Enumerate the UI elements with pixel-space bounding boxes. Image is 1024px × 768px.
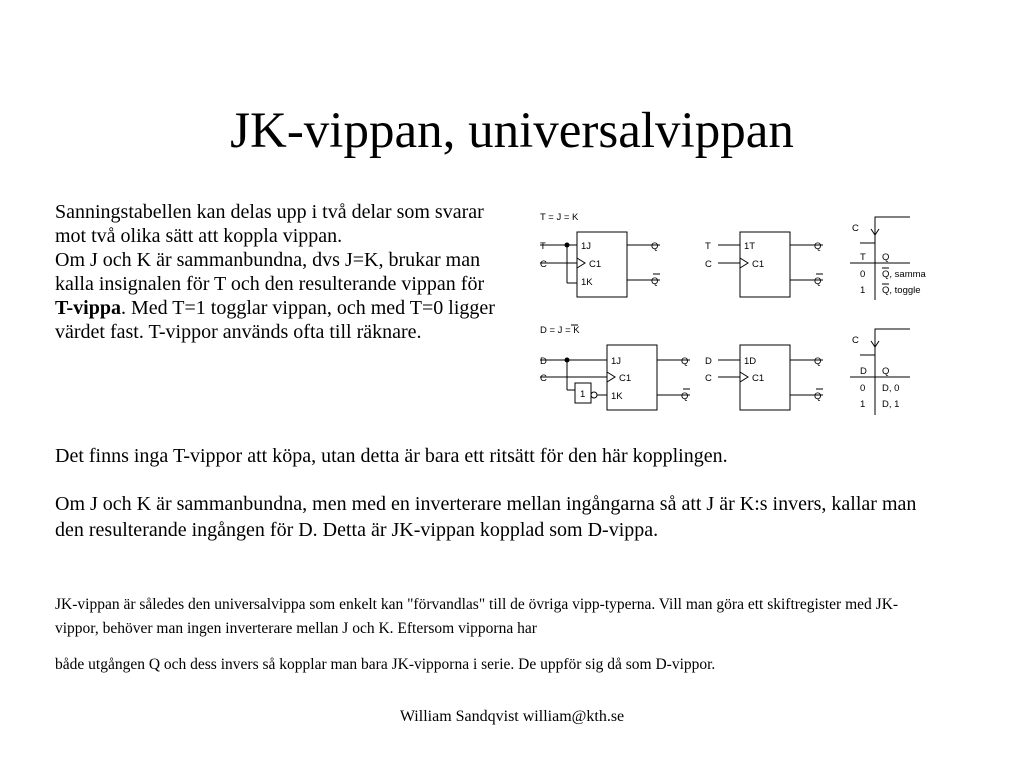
- intro-part2-post: . Med T=1 togglar vippan, och med T=0 ligger värdet fast. T-vippor används ofta till räknare.: [55, 297, 495, 343]
- output-qbar: Q: [814, 276, 822, 287]
- pin-c1: C1: [752, 373, 765, 384]
- tt-q-head: Q: [882, 252, 890, 263]
- tt-q-row0: Q, samma: [882, 269, 926, 280]
- tt-q-row1: D, 1: [882, 399, 900, 410]
- input-d-label: D: [705, 356, 712, 367]
- pin-1t: 1T: [744, 241, 756, 252]
- footer-author: William Sandqvist william@kth.se: [399, 708, 625, 725]
- output-qbar: Q: [651, 276, 659, 287]
- tt-d-head: D: [860, 366, 867, 377]
- pin-1j: 1J: [581, 241, 592, 252]
- output-q: Q: [651, 241, 659, 252]
- paragraph-universal-a: JK-vippan är således den universalvippa som enkelt kan "förvandlas" till de övriga vipp-typerna. Vill man göra ett skiftregister med JK-vippor, behöver man ingen inverterare mellan J och K. Eftersom vipporna har: [55, 596, 899, 637]
- paragraph-d-vippa: Om J och K är sammanbundna, men med en inverterare mellan ingångarna så att J är K:s invers, kallar man den resulterande ingången för D. Detta är JK-vippan kopplad som D-vippa.: [55, 493, 917, 541]
- pin-c1: C1: [619, 373, 632, 384]
- tt-t-head: T: [860, 252, 866, 263]
- inverter-label: 1: [580, 389, 586, 400]
- pin-c1: C1: [589, 259, 602, 270]
- clock-label: C: [852, 335, 859, 346]
- output-q: Q: [814, 356, 822, 367]
- input-c-label: C: [540, 259, 547, 270]
- tt-q-row1: Q, toggle: [882, 285, 921, 296]
- input-c-label: C: [705, 259, 712, 270]
- tt-q-row0: D, 0: [882, 383, 900, 394]
- clock-label: C: [852, 223, 859, 234]
- clock-edge-icon: [860, 217, 910, 243]
- output-qbar: Q: [681, 391, 689, 402]
- tt-d-row0: 0: [860, 383, 866, 394]
- pin-1k: 1K: [611, 391, 623, 402]
- pin-1k: 1K: [581, 277, 593, 288]
- pin-1d: 1D: [744, 356, 757, 367]
- input-d-label: D: [540, 356, 547, 367]
- output-qbar: Q: [814, 391, 822, 402]
- tt-t-row1: 1: [860, 285, 866, 296]
- flipflop-diagram: [535, 205, 955, 420]
- output-q: Q: [681, 356, 689, 367]
- paragraph-universal: [55, 593, 935, 677]
- t-vippa-term: T-vippa: [55, 297, 121, 319]
- intro-part2-pre: Om J och K är sammanbundna, dvs J=K, brukar man kalla insignalen för T och den resulterande vippan för: [55, 249, 485, 295]
- input-c-label: C: [540, 373, 547, 384]
- input-t-label: T: [705, 241, 711, 252]
- paragraph-t-vippor: Det finns inga T-vippor att köpa, utan detta är bara ett ritsätt för den här kopplingen.: [55, 445, 728, 467]
- pin-c1: C1: [752, 259, 765, 270]
- clock-edge-icon: [860, 329, 910, 355]
- intro-part1: Sanningstabellen kan delas upp i två delar som svarar mot två olika sätt att koppla vippan.: [55, 201, 484, 247]
- input-t-label: T: [540, 241, 546, 252]
- output-q: Q: [814, 241, 822, 252]
- input-c-label: C: [705, 373, 712, 384]
- tt-q-head: Q: [882, 366, 890, 377]
- d-equation: D = J = K: [540, 325, 580, 336]
- pin-1j: 1J: [611, 356, 622, 367]
- t-equation: T = J = K: [540, 212, 579, 223]
- paragraph-universal-b: både utgången Q och dess invers så kopplar man bara JK-vipporna i serie. De uppför sig då som D-vippor.: [55, 656, 716, 673]
- tt-d-row1: 1: [860, 399, 866, 410]
- tt-t-row0: 0: [860, 269, 866, 280]
- intro-paragraph: [55, 200, 505, 344]
- slide-title: JK-vippan, universalvippan: [230, 103, 794, 159]
